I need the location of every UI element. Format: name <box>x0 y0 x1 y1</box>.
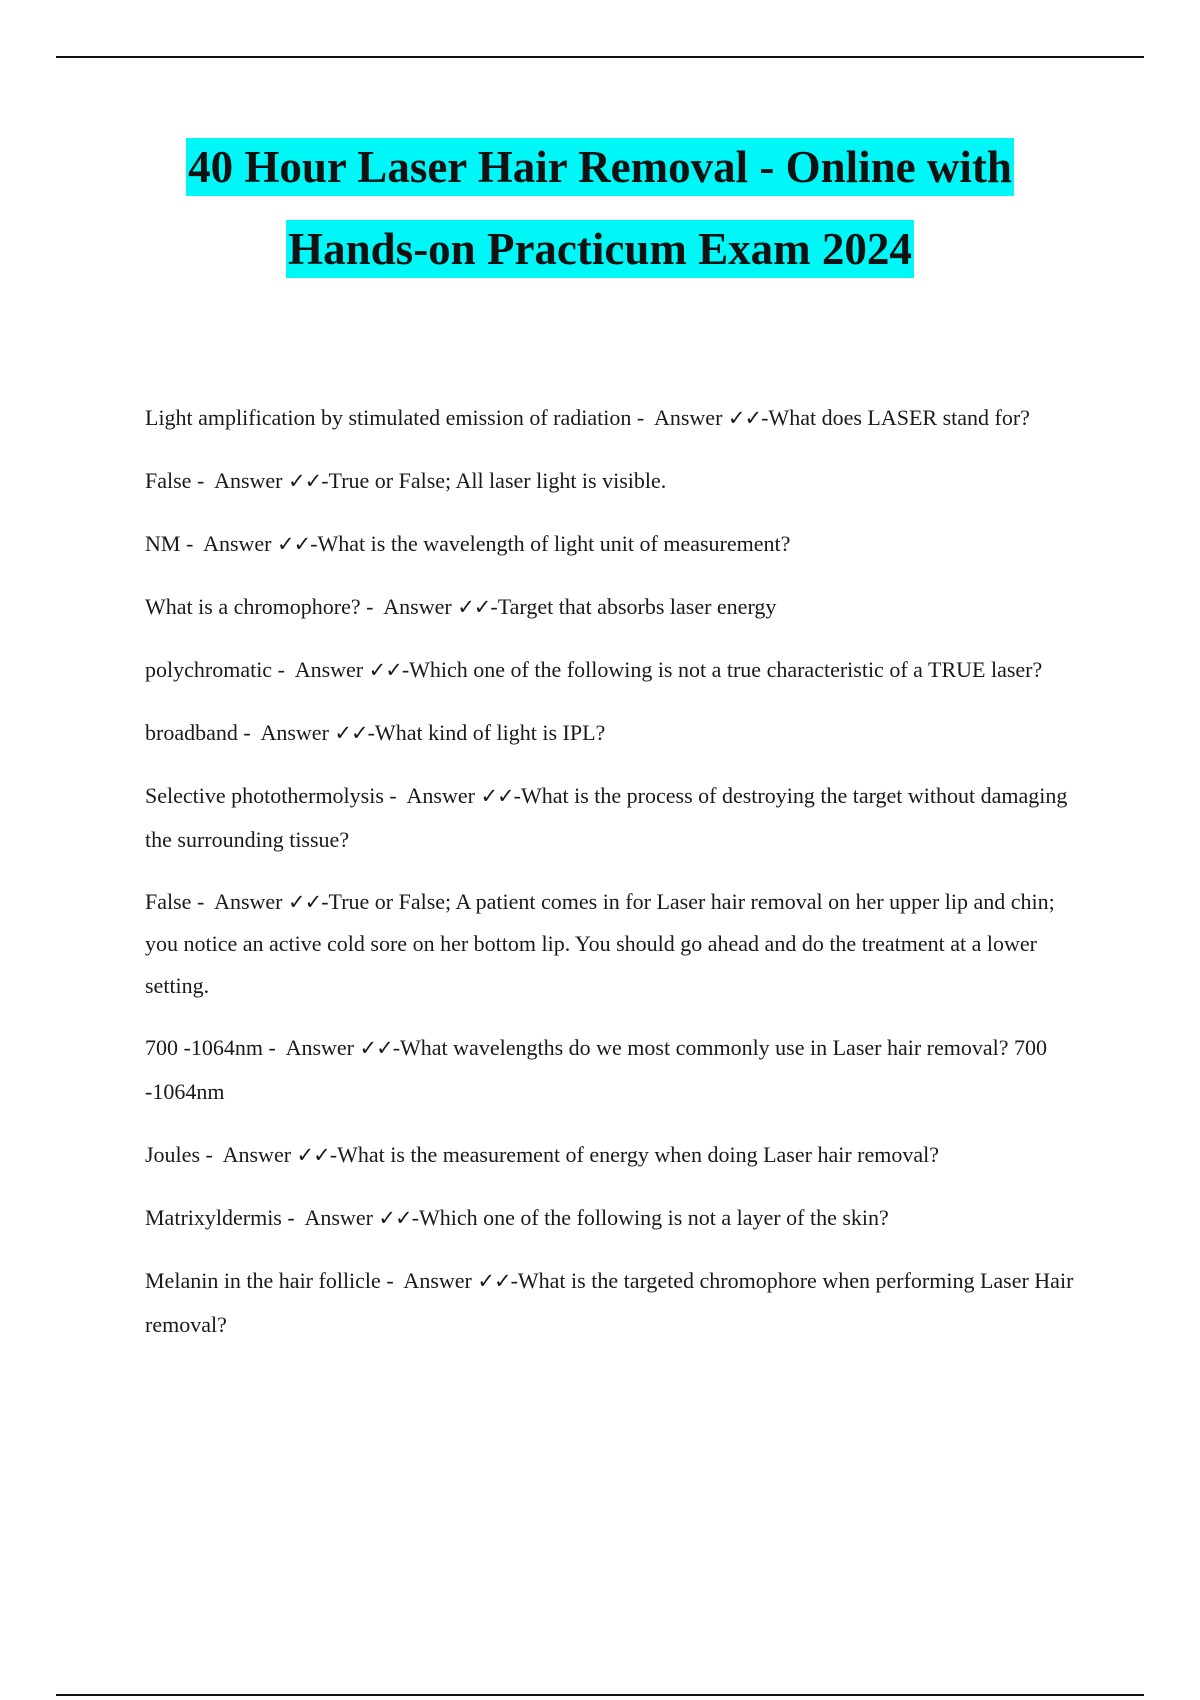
qa-item <box>145 881 1085 1007</box>
qa-prompt: -True or False; A patient comes in for Laser hair removal on her upper lip and chin; you notice an active cold sore on her bottom lip. You should go ahead and do the treatment at a lower setting. <box>145 889 1055 998</box>
answer-label: - Answer <box>383 783 481 808</box>
qa-list <box>145 396 1085 1366</box>
answer-label: - Answer <box>262 1035 360 1060</box>
qa-term: Melanin in the hair follicle <box>145 1268 381 1293</box>
qa-prompt: -What is the wavelength of light unit of measurement? <box>310 531 791 556</box>
qa-item <box>145 459 1085 503</box>
answer-label: - Answer <box>360 594 458 619</box>
double-check-icon: ✓✓ <box>359 1036 393 1060</box>
title-line-1: 40 Hour Laser Hair Removal - Online with <box>186 138 1014 196</box>
answer-label: - Answer <box>200 1142 297 1167</box>
qa-prompt: -Which one of the following is not a layer of the skin? <box>411 1205 889 1230</box>
qa-term: False <box>145 468 192 493</box>
answer-label: - Answer <box>631 405 728 430</box>
qa-term: NM <box>145 531 181 556</box>
qa-item <box>145 648 1085 692</box>
qa-term: broadband <box>145 720 238 745</box>
double-check-icon: ✓✓ <box>480 784 514 808</box>
qa-term: Light amplification by stimulated emission of radiation <box>145 405 632 430</box>
double-check-icon: ✓✓ <box>334 721 368 745</box>
double-check-icon: ✓✓ <box>368 658 402 682</box>
double-check-icon: ✓✓ <box>378 1206 412 1230</box>
double-check-icon: ✓✓ <box>457 595 491 619</box>
qa-term: polychromatic <box>145 657 273 682</box>
title-line-2: Hands-on Practicum Exam 2024 <box>286 220 914 278</box>
qa-item <box>145 1259 1085 1347</box>
qa-prompt: -Target that absorbs laser energy <box>490 594 777 619</box>
double-check-icon: ✓✓ <box>277 532 311 556</box>
answer-label: - Answer <box>380 1268 478 1293</box>
answer-label: - Answer <box>191 468 288 493</box>
answer-label: - Answer <box>281 1205 379 1230</box>
qa-item <box>145 1133 1085 1177</box>
double-check-icon: ✓✓ <box>288 890 322 914</box>
qa-item <box>145 1026 1085 1114</box>
qa-prompt: -True or False; All laser light is visible. <box>321 468 667 493</box>
double-check-icon: ✓✓ <box>727 406 762 430</box>
qa-item <box>145 522 1085 566</box>
qa-item <box>145 585 1085 629</box>
qa-prompt: -Which one of the following is not a true characteristic of a TRUE laser? <box>401 657 1043 682</box>
qa-term: 700 -1064nm <box>145 1035 263 1060</box>
qa-prompt: -What is the measurement of energy when doing Laser hair removal? <box>329 1142 940 1167</box>
qa-prompt: -What does LASER stand for? <box>761 405 1030 430</box>
qa-item <box>145 774 1085 862</box>
qa-term: Matrixyldermis <box>145 1205 282 1230</box>
double-check-icon: ✓✓ <box>296 1143 330 1167</box>
qa-item <box>145 1196 1085 1240</box>
qa-item <box>145 711 1085 755</box>
qa-prompt: -What wavelengths do we most commonly use in Laser hair removal? 700 -1064nm <box>145 1035 1048 1104</box>
qa-term: What is a chromophore? <box>145 594 361 619</box>
document-title <box>0 138 1200 278</box>
double-check-icon: ✓✓ <box>288 469 322 493</box>
answer-label: - Answer <box>180 531 277 556</box>
answer-label: - Answer <box>237 720 335 745</box>
qa-term: Selective photothermolysis <box>145 783 384 808</box>
qa-item <box>145 396 1085 440</box>
qa-prompt: -What kind of light is IPL? <box>367 720 606 745</box>
answer-label: - Answer <box>272 657 369 682</box>
top-rule <box>56 56 1144 58</box>
qa-prompt: -What is the targeted chromophore when performing Laser Hair removal? <box>145 1268 1074 1337</box>
answer-label: - Answer <box>191 889 288 914</box>
double-check-icon: ✓✓ <box>477 1269 511 1293</box>
qa-prompt: -What is the process of destroying the target without damaging the surrounding tissue? <box>145 783 1068 852</box>
qa-term: Joules <box>145 1142 200 1167</box>
bottom-rule <box>56 1694 1144 1696</box>
qa-term: False <box>145 889 192 914</box>
